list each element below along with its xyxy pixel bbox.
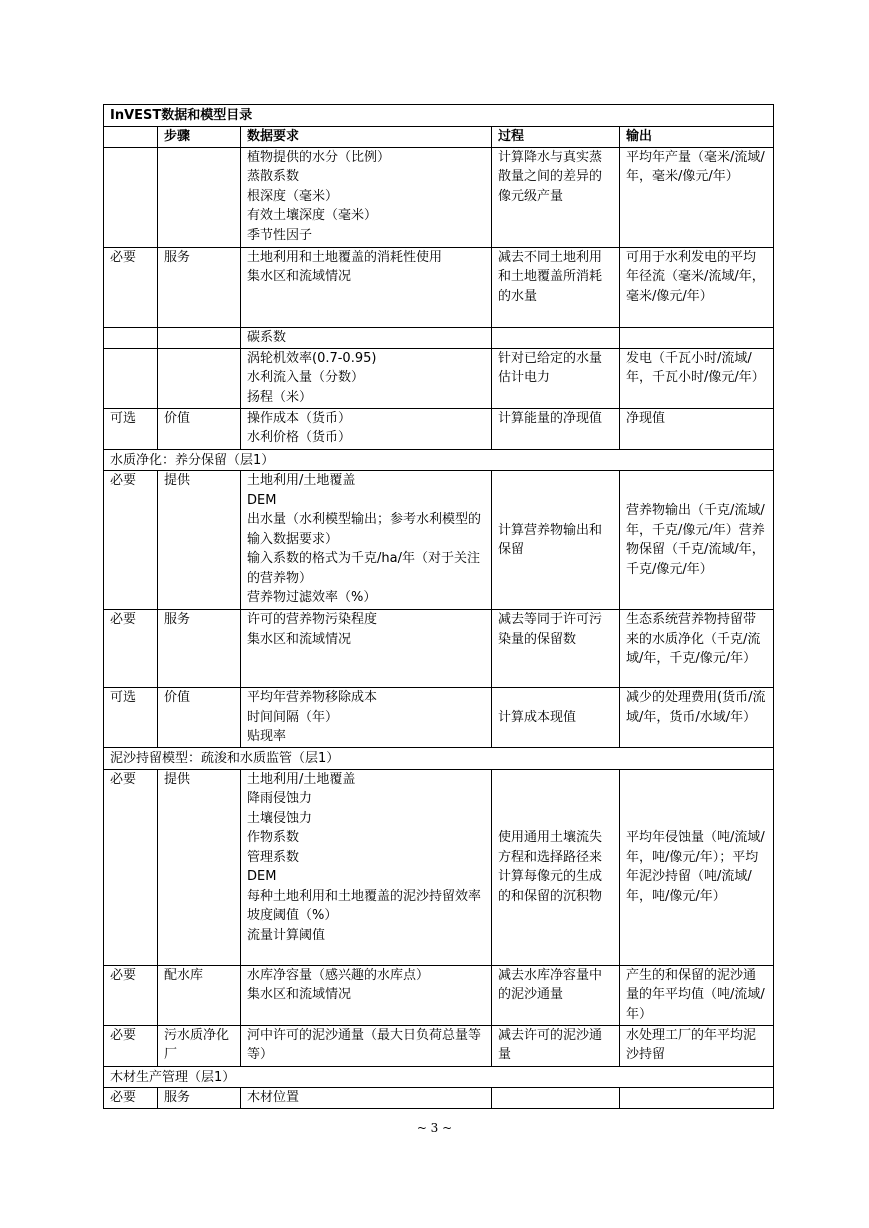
requirement-item: 输入系数的格式为千克/ha/年（对于关注的营养物） <box>247 551 480 586</box>
requirement-item: 集水区和流域情况 <box>247 987 352 1002</box>
requirement-item: 植物提供的水分（比例） <box>247 149 391 165</box>
level-cell: 必要 <box>104 769 158 965</box>
requirement-item: 蒸散系数 <box>247 169 300 184</box>
requirement-item: 土地利用/土地覆盖 <box>247 473 356 488</box>
level-cell: 必要 <box>104 247 158 327</box>
section-row <box>104 449 774 471</box>
level-cell <box>104 147 158 247</box>
table-row <box>104 408 774 449</box>
data-requirements-cell <box>241 247 492 327</box>
requirement-item: 水利价格（货币） <box>247 430 352 445</box>
requirement-item: 涡轮机效率(0.7-0.95) <box>247 350 377 366</box>
output-cell: 营养物输出（千克/流域/年，千克/像元/年）营养物保留（千克/流域/年，千克/像元/年） <box>620 471 774 610</box>
header-cell-data-requirements: 数据要求 <box>241 127 492 148</box>
level-cell: 必要 <box>104 1088 158 1109</box>
header-cell-step: 步骤 <box>158 127 241 148</box>
data-requirements-cell <box>241 610 492 688</box>
level-cell: 必要 <box>104 471 158 610</box>
data-requirements-cell <box>241 408 492 449</box>
process-cell: 减去等同于许可污染量的保留数 <box>492 610 620 688</box>
level-cell: 可选 <box>104 688 158 748</box>
level-cell: 必要 <box>104 965 158 1025</box>
level-cell: 必要 <box>104 610 158 688</box>
section-title: 泥沙持留模型：疏浚和水质监管（层1） <box>104 748 774 770</box>
requirement-item: 许可的营养物污染程度 <box>247 612 378 627</box>
table-row <box>104 327 774 348</box>
table-row <box>104 1088 774 1109</box>
process-cell: 针对已给定的水量估计电力 <box>492 348 620 408</box>
section-title: 木材生产管理（层1） <box>104 1066 774 1088</box>
section-row <box>104 748 774 770</box>
table-row <box>104 965 774 1025</box>
data-requirements-cell <box>241 965 492 1025</box>
output-cell: 水处理工厂的年平均泥沙持留 <box>620 1025 774 1066</box>
requirement-item: 每种土地利用和土地覆盖的泥沙持留效率 <box>247 888 482 904</box>
step-cell: 服务 <box>158 610 241 688</box>
process-cell: 减去水库净容量中的泥沙通量 <box>492 965 620 1025</box>
table-row <box>104 1025 774 1066</box>
table-row <box>104 247 774 327</box>
requirement-item: 营养物过滤效率（%） <box>247 590 377 605</box>
table-header-row <box>104 127 774 148</box>
requirement-item: 操作成本（货币） <box>247 410 352 426</box>
process-cell: 减去不同土地利用和土地覆盖所消耗的水量 <box>492 247 620 327</box>
requirement-item: 流量计算阈值 <box>247 927 326 943</box>
table-row <box>104 147 774 247</box>
section-title: 水质净化：养分保留（层1） <box>104 449 774 471</box>
data-requirements-cell <box>241 769 492 965</box>
output-cell <box>620 327 774 348</box>
requirement-item: 碳系数 <box>247 329 287 345</box>
requirement-item: 出水量（水利模型输出；参考水利模型的输入数据要求） <box>247 512 482 547</box>
requirement-item: 木材位置 <box>247 1090 300 1105</box>
process-cell: 使用通用土壤流失方程和选择路径来计算每像元的生成的和保留的沉积物 <box>492 769 620 965</box>
table-title: InVEST数据和模型目录 <box>104 105 774 127</box>
requirement-item: 土地利用/土地覆盖 <box>247 771 356 787</box>
step-cell: 服务 <box>158 247 241 327</box>
header-cell-process: 过程 <box>492 127 620 148</box>
output-cell: 可用于水利发电的平均年径流（毫米/流域/年，毫米/像元/年） <box>620 247 774 327</box>
requirement-item: 有效土壤深度（毫米） <box>247 208 378 223</box>
requirement-item: 作物系数 <box>247 830 300 845</box>
section-row <box>104 1066 774 1088</box>
output-cell: 平均年产量（毫米/流域/年，毫米/像元/年） <box>620 147 774 247</box>
data-requirements-cell <box>241 348 492 408</box>
level-cell <box>104 327 158 348</box>
requirement-item: DEM <box>247 492 277 508</box>
requirement-item: 河中许可的泥沙通量（最大日负荷总量等等） <box>247 1027 482 1062</box>
requirement-item: 土壤侵蚀力 <box>247 810 313 826</box>
table-row <box>104 610 774 688</box>
step-cell: 价值 <box>158 688 241 748</box>
step-cell: 污水质净化厂 <box>158 1025 241 1066</box>
step-cell <box>158 327 241 348</box>
data-requirements-cell <box>241 1088 492 1109</box>
process-cell: 计算能量的净现值 <box>492 408 620 449</box>
process-cell: 计算成本现值 <box>492 688 620 748</box>
requirement-item: 根深度（毫米） <box>247 188 339 204</box>
output-cell: 生态系统营养物持留带来的水质净化（千克/流域/年，千克/像元/年） <box>620 610 774 688</box>
requirement-item: 平均年营养物移除成本 <box>247 690 378 705</box>
output-cell: 产生的和保留的泥沙通量的年平均值（吨/流域/年） <box>620 965 774 1025</box>
step-cell: 配水库 <box>158 965 241 1025</box>
output-cell: 平均年侵蚀量（吨/流域/年，吨/像元/年）；平均年泥沙持留（吨/流域/年，吨/像元/年） <box>620 769 774 965</box>
requirement-item: 时间间隔（年） <box>247 709 339 725</box>
output-cell <box>620 1088 774 1109</box>
step-cell: 服务 <box>158 1088 241 1109</box>
table-title-row <box>104 105 774 127</box>
requirement-item: 管理系数 <box>247 849 300 865</box>
requirement-item: 扬程（米） <box>247 389 313 405</box>
table-row <box>104 688 774 748</box>
step-cell: 价值 <box>158 408 241 449</box>
requirement-item: 水利流入量（分数） <box>247 370 365 385</box>
table-row <box>104 348 774 408</box>
level-cell <box>104 348 158 408</box>
step-cell <box>158 147 241 247</box>
requirement-item: 集水区和流域情况 <box>247 631 352 647</box>
step-cell: 提供 <box>158 471 241 610</box>
output-cell: 减少的处理费用(货币/流域/年，货币/水域/年） <box>620 688 774 748</box>
invest-catalog-table <box>103 104 774 1109</box>
process-cell: 减去许可的泥沙通量 <box>492 1025 620 1066</box>
page-number: ~ 3 ~ <box>416 1121 453 1135</box>
process-cell <box>492 1088 620 1109</box>
step-cell: 提供 <box>158 769 241 965</box>
requirement-item: 水库净容量（感兴趣的水库点） <box>247 967 430 983</box>
requirement-item: 贴现率 <box>247 729 287 744</box>
requirement-item: 土地利用和土地覆盖的消耗性使用 <box>247 249 443 265</box>
output-cell: 净现值 <box>620 408 774 449</box>
requirement-item: 降雨侵蚀力 <box>247 791 313 806</box>
process-cell <box>492 327 620 348</box>
table-row <box>104 471 774 610</box>
data-requirements-cell <box>241 327 492 348</box>
process-cell: 计算降水与真实蒸散量之间的差异的像元级产量 <box>492 147 620 247</box>
requirement-item: DEM <box>247 869 277 884</box>
data-requirements-cell <box>241 688 492 748</box>
requirement-item: 季节性因子 <box>247 227 313 243</box>
level-cell: 可选 <box>104 408 158 449</box>
data-requirements-cell <box>241 471 492 610</box>
level-cell: 必要 <box>104 1025 158 1066</box>
table-row <box>104 769 774 965</box>
output-cell: 发电（千瓦小时/流域/年，千瓦小时/像元/年） <box>620 348 774 408</box>
step-cell <box>158 348 241 408</box>
header-cell-output: 输出 <box>620 127 774 148</box>
requirement-item: 坡度阈值（%） <box>247 908 338 923</box>
data-requirements-cell <box>241 147 492 247</box>
data-requirements-cell <box>241 1025 492 1066</box>
requirement-item: 集水区和流域情况 <box>247 269 352 284</box>
process-cell: 计算营养物输出和保留 <box>492 471 620 610</box>
header-cell-empty <box>104 127 158 148</box>
